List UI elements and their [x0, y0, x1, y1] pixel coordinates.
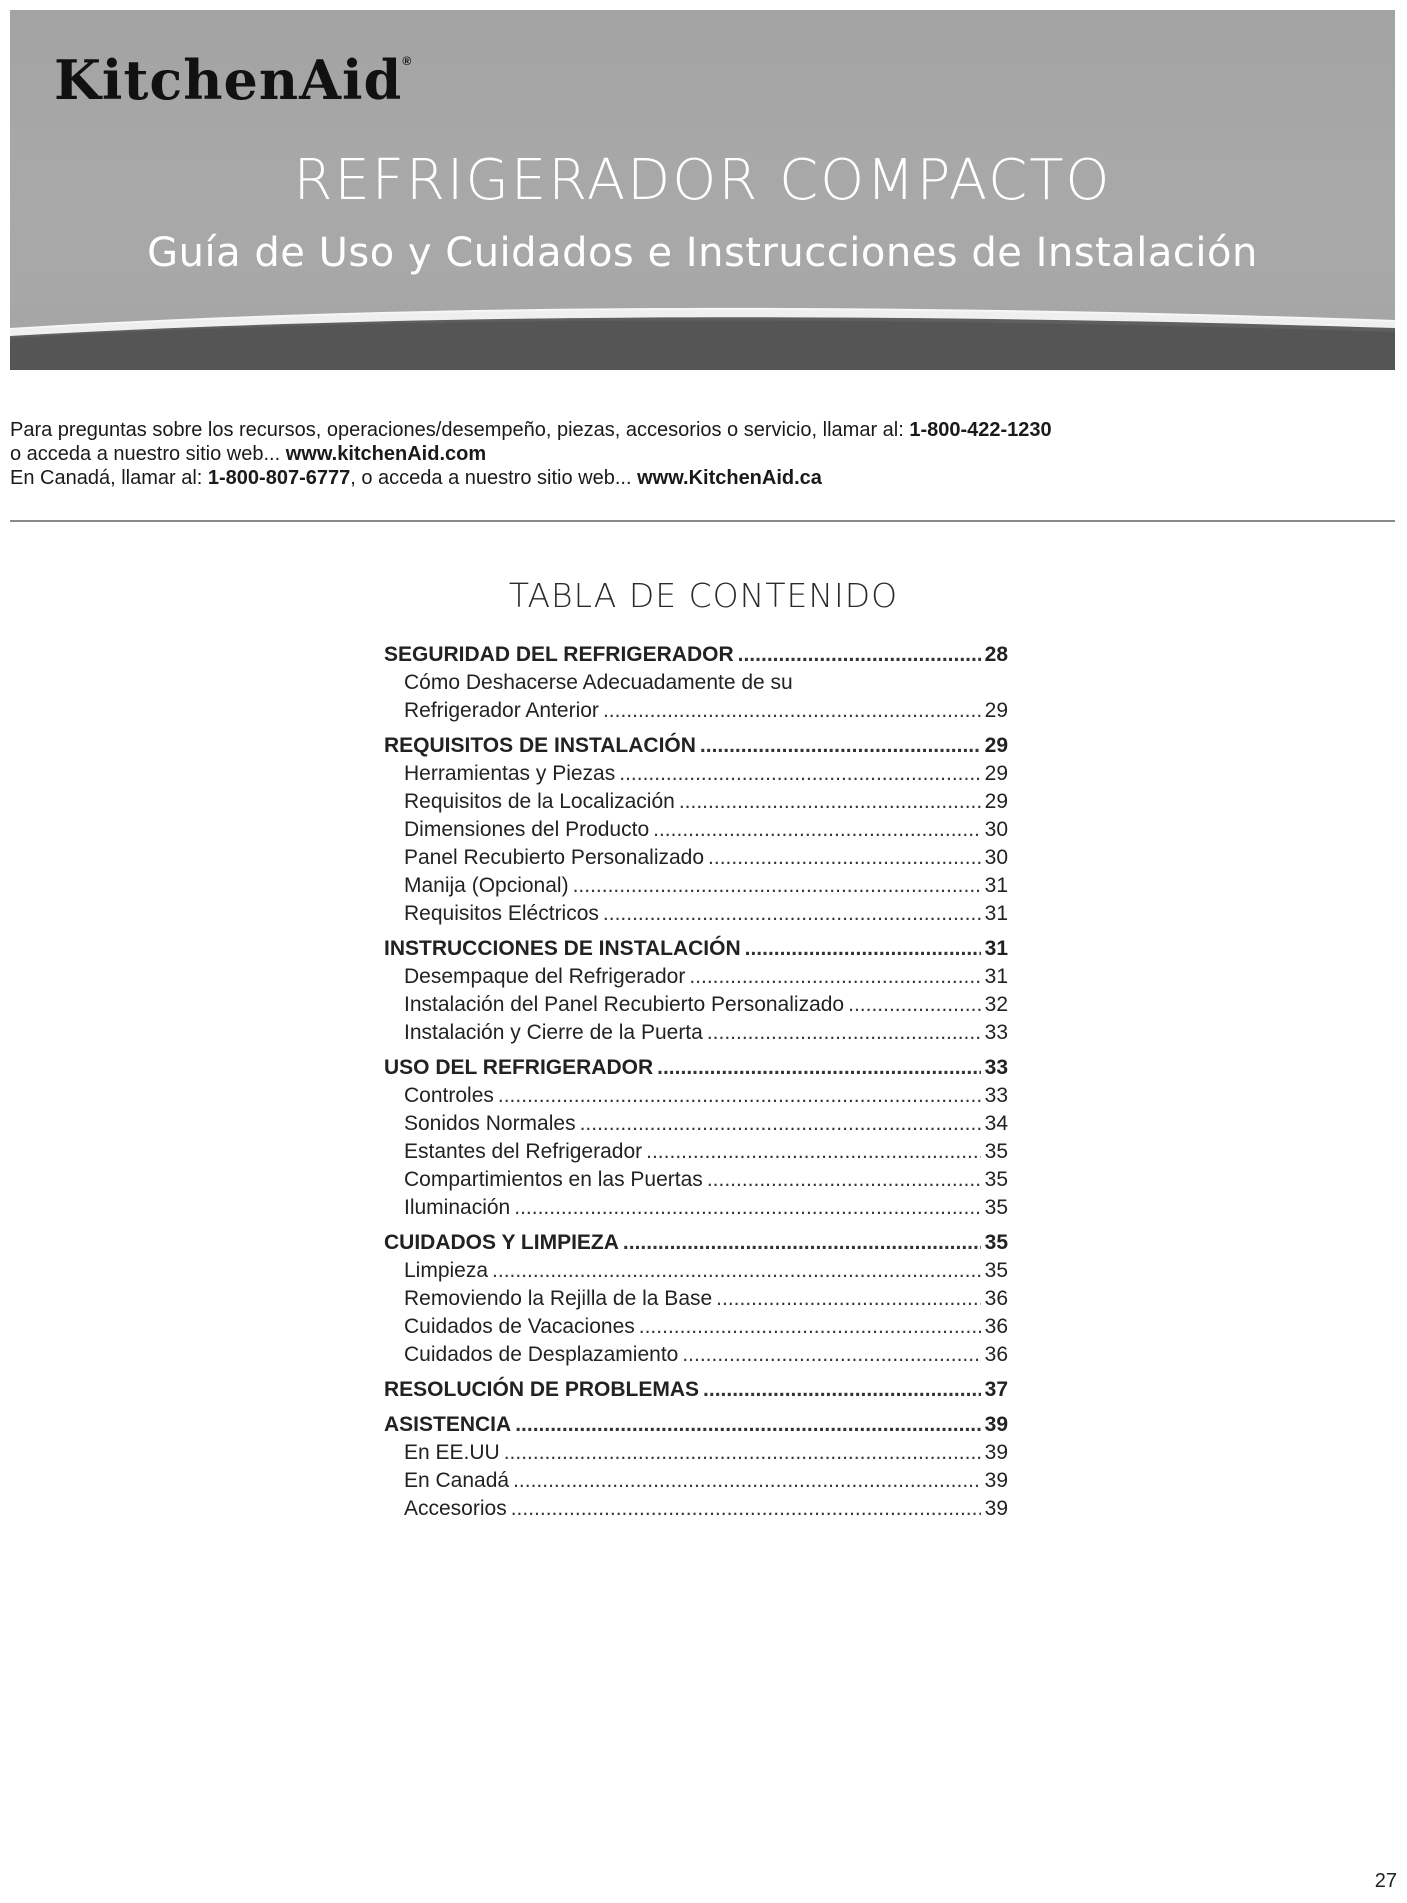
toc-leader-dots — [619, 762, 980, 786]
toc-label: Controles — [404, 1084, 494, 1107]
registered-mark: ® — [402, 54, 413, 68]
toc-section[interactable] — [384, 1056, 1008, 1084]
toc-label: Compartimientos en las Puertas — [404, 1168, 703, 1191]
toc-entry[interactable] — [384, 1196, 1008, 1224]
toc-page-number: 35 — [984, 1259, 1008, 1282]
toc-page-number: 36 — [984, 1287, 1008, 1310]
us-website-link[interactable]: www.kitchenAid.com — [285, 443, 487, 465]
contact-text: o acceda a nuestro sitio web... — [10, 443, 281, 465]
toc-entry[interactable] — [384, 1168, 1008, 1196]
page-number: 27 — [1374, 1870, 1397, 1892]
toc-page-number: 29 — [984, 734, 1008, 757]
contact-text: En Canadá, llamar al: — [10, 467, 203, 489]
toc-page-number: 34 — [984, 1112, 1008, 1135]
toc-label: Limpieza — [404, 1259, 489, 1282]
toc-page-number: 32 — [984, 993, 1008, 1016]
toc-heading: TABLA DE CONTENIDO — [508, 576, 899, 615]
toc-label: Cómo Deshacerse Adecuadamente de su — [404, 671, 793, 694]
toc-leader-dots — [707, 1021, 981, 1045]
toc-label: Instalación y Cierre de la Puerta — [404, 1021, 703, 1044]
toc-page-number: 33 — [984, 1084, 1008, 1107]
contact-line-canada — [10, 466, 1395, 490]
toc-leader-dots — [498, 1084, 981, 1108]
toc-label: Estantes del Refrigerador — [404, 1140, 643, 1163]
toc-leader-dots — [679, 790, 981, 814]
logo-text: KitchenAid — [54, 48, 403, 112]
toc-entry[interactable] — [384, 671, 1008, 699]
toc-page-number: 30 — [984, 818, 1008, 841]
toc-entry[interactable] — [384, 818, 1008, 846]
toc-section[interactable] — [384, 1378, 1008, 1406]
toc-leader-dots — [504, 1441, 981, 1465]
toc-page-number: 39 — [984, 1497, 1008, 1520]
toc-leader-dots — [707, 1168, 981, 1192]
toc-label: USO DEL REFRIGERADOR — [384, 1056, 654, 1079]
toc-label: Requisitos Eléctricos — [404, 902, 599, 925]
toc-leader-dots — [745, 937, 981, 961]
toc-leader-dots — [492, 1259, 981, 1283]
toc-page-number: 30 — [984, 846, 1008, 869]
toc-entry[interactable] — [384, 762, 1008, 790]
toc-page-number: 28 — [984, 643, 1008, 666]
toc-leader-dots — [603, 699, 981, 723]
kitchenaid-logo — [54, 48, 412, 112]
contact-line-us-phone — [10, 418, 1395, 442]
toc-entry[interactable] — [384, 1343, 1008, 1371]
toc-entry[interactable] — [384, 902, 1008, 930]
toc-leader-dots — [703, 1378, 981, 1402]
toc-entry[interactable] — [384, 1497, 1008, 1525]
toc-leader-dots — [511, 1497, 981, 1521]
toc-page-number: 35 — [984, 1168, 1008, 1191]
toc-label: Desempaque del Refrigerador — [404, 965, 686, 988]
toc-page-number: 35 — [984, 1196, 1008, 1219]
toc-leader-dots — [708, 846, 981, 870]
toc-leader-dots — [515, 1413, 980, 1437]
toc-page-number: 39 — [984, 1469, 1008, 1492]
toc-entry[interactable] — [384, 1140, 1008, 1168]
toc-label: Cuidados de Vacaciones — [404, 1315, 635, 1338]
toc-label: Manija (Opcional) — [404, 874, 569, 897]
toc-entry[interactable] — [384, 1259, 1008, 1287]
contact-text: Para preguntas sobre los recursos, operaciones/desempeño, piezas, accesorios o servicio, llamar al: — [10, 419, 904, 441]
toc-entry[interactable] — [384, 1021, 1008, 1049]
toc-leader-dots — [682, 1343, 980, 1367]
toc-page-number: 33 — [984, 1021, 1008, 1044]
toc-entry[interactable] — [384, 1469, 1008, 1497]
toc-label: Cuidados de Desplazamiento — [404, 1343, 679, 1366]
toc-page-number: 29 — [984, 790, 1008, 813]
toc-page-number: 37 — [984, 1378, 1008, 1401]
toc-section[interactable] — [384, 1231, 1008, 1259]
toc-entry[interactable] — [384, 874, 1008, 902]
toc-leader-dots — [689, 965, 980, 989]
toc-leader-dots — [573, 874, 981, 898]
toc-page-number: 36 — [984, 1343, 1008, 1366]
toc-label: INSTRUCCIONES DE INSTALACIÓN — [384, 937, 741, 960]
cover-banner — [10, 10, 1395, 370]
toc-page-number: 36 — [984, 1315, 1008, 1338]
toc-label: Iluminación — [404, 1196, 511, 1219]
toc-label: Accesorios — [404, 1497, 507, 1520]
toc-leader-dots — [513, 1469, 981, 1493]
us-phone-number: 1-800-422-1230 — [909, 419, 1052, 441]
toc-leader-dots — [657, 1056, 981, 1080]
toc-label: RESOLUCIÓN DE PROBLEMAS — [384, 1378, 700, 1401]
toc-leader-dots — [716, 1287, 980, 1311]
toc-label: Herramientas y Piezas — [404, 762, 616, 785]
toc-label: Panel Recubierto Personalizado — [404, 846, 705, 869]
toc-page-number: 39 — [984, 1413, 1008, 1436]
toc-entry[interactable] — [384, 1315, 1008, 1343]
toc-entry[interactable] — [384, 1287, 1008, 1315]
toc-leader-dots — [646, 1140, 981, 1164]
document-subtitle: Guía de Uso y Cuidados e Instrucciones de Instalación — [147, 230, 1258, 276]
toc-entry[interactable] — [384, 699, 1008, 727]
toc-label: CUIDADOS Y LIMPIEZA — [384, 1231, 619, 1254]
document-title: REFRIGERADOR COMPACTO — [293, 148, 1112, 213]
toc-page-number: 31 — [984, 902, 1008, 925]
toc-entry[interactable] — [384, 846, 1008, 874]
toc-leader-dots — [738, 643, 981, 667]
toc-label: Refrigerador Anterior — [404, 699, 599, 722]
toc-label: Sonidos Normales — [404, 1112, 576, 1135]
toc-page-number: 29 — [984, 699, 1008, 722]
toc-leader-dots — [580, 1112, 981, 1136]
table-of-contents — [384, 643, 1008, 1525]
toc-entry[interactable] — [384, 1441, 1008, 1469]
toc-leader-dots — [700, 734, 981, 758]
toc-section[interactable] — [384, 937, 1008, 965]
toc-section[interactable] — [384, 1413, 1008, 1441]
toc-page-number: 31 — [984, 937, 1008, 960]
toc-page-number: 31 — [984, 874, 1008, 897]
toc-leader-dots — [603, 902, 981, 926]
toc-label: SEGURIDAD DEL REFRIGERADOR — [384, 643, 734, 666]
toc-page-number: 35 — [984, 1140, 1008, 1163]
toc-page-number: 33 — [984, 1056, 1008, 1079]
toc-label: Removiendo la Rejilla de la Base — [404, 1287, 713, 1310]
toc-label: En EE.UU — [404, 1441, 500, 1464]
canada-phone-number: 1-800-807-6777 — [207, 467, 351, 489]
toc-label: Dimensiones del Producto — [404, 818, 650, 841]
divider — [10, 520, 1395, 522]
contact-text: , o acceda a nuestro sitio web... — [350, 467, 632, 489]
toc-leader-dots — [653, 818, 981, 842]
toc-leader-dots — [639, 1315, 981, 1339]
toc-label: REQUISITOS DE INSTALACIÓN — [384, 734, 696, 757]
toc-section[interactable] — [384, 643, 1008, 671]
toc-leader-dots — [623, 1231, 981, 1255]
toc-leader-dots — [848, 993, 981, 1017]
toc-label: Requisitos de la Localización — [404, 790, 675, 813]
toc-entry[interactable] — [384, 790, 1008, 818]
toc-label: ASISTENCIA — [384, 1413, 512, 1436]
toc-entry[interactable] — [384, 993, 1008, 1021]
contact-info — [10, 418, 1395, 490]
toc-entry[interactable] — [384, 1112, 1008, 1140]
toc-label: Instalación del Panel Recubierto Personalizado — [404, 993, 845, 1016]
toc-section[interactable] — [384, 734, 1008, 762]
canada-website-link[interactable]: www.KitchenAid.ca — [637, 467, 822, 489]
toc-entry[interactable] — [384, 1084, 1008, 1112]
toc-leader-dots — [514, 1196, 980, 1220]
toc-page-number: 39 — [984, 1441, 1008, 1464]
toc-entry[interactable] — [384, 965, 1008, 993]
contact-line-us-web — [10, 442, 1395, 466]
toc-page-number: 29 — [984, 762, 1008, 785]
toc-label: En Canadá — [404, 1469, 510, 1492]
toc-page-number: 31 — [984, 965, 1008, 988]
toc-page-number: 35 — [984, 1231, 1008, 1254]
